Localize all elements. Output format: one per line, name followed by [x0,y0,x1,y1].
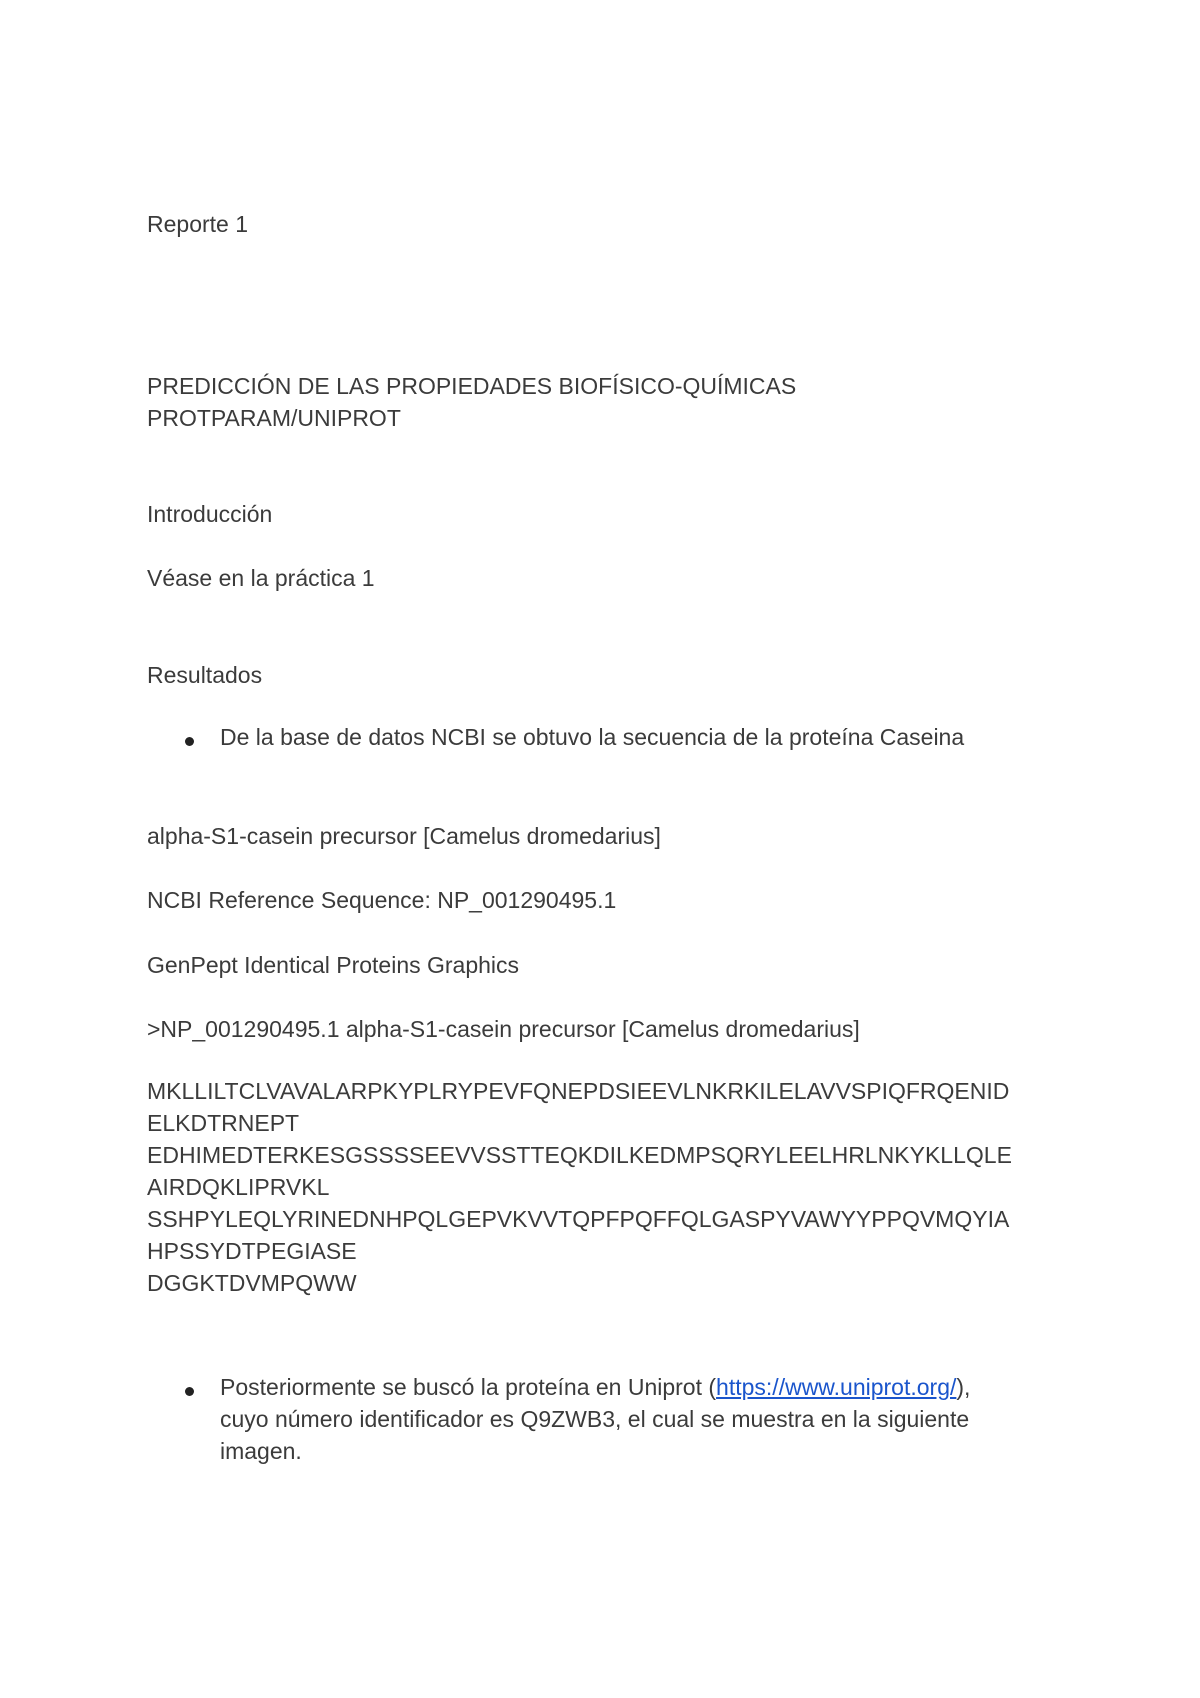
uniprot-text-suffix: ), [956,1374,971,1400]
bullet-icon [185,1387,194,1396]
sequence-line: AIRDQKLIPRVKL [147,1174,330,1200]
fasta-header: >NP_001290495.1 alpha-S1-casein precursor [Camelus dromedarius] [147,1016,860,1042]
protein-name: alpha-S1-casein precursor [Camelus dromedarius] [147,823,661,849]
sequence-line: EDHIMEDTERKESGSSSSEEVVSSTTEQKDILKEDMPSQRYLEELHRLNKYKLLQLE [147,1142,1012,1168]
uniprot-text-prefix: Posteriormente se buscó la proteína en Uniprot ( [220,1374,717,1400]
uniprot-link[interactable]: https://www.uniprot.org/ [716,1374,957,1400]
introduction-heading: Introducción [147,501,273,527]
sequence-line: SSHPYLEQLYRINEDNHPQLGEPVKVVTQPFPQFFQLGASPYVAWYYPPQVMQYIA [147,1206,1010,1232]
bullet-icon [185,737,194,746]
results-heading: Resultados [147,662,263,688]
uniprot-text-line-2: cuyo número identificador es Q9ZWB3, el cual se muestra en la siguiente [220,1406,970,1432]
reference-sequence: NCBI Reference Sequence: NP_001290495.1 [147,887,617,913]
introduction-text: Véase en la práctica 1 [147,565,375,591]
list-item-text: De la base de datos NCBI se obtuvo la secuencia de la proteína Caseina [220,724,965,750]
sequence-line: DGGKTDVMPQWW [147,1270,357,1296]
list-item-text [220,1371,1065,1467]
sequence-line: HPSSYDTPEGIASE [147,1238,357,1264]
amino-acid-sequence [147,1075,1067,1299]
genpept-links: GenPept Identical Proteins Graphics [147,952,520,978]
sequence-line: MKLLILTCLVAVALARPKYPLRYPEVFQNEPDSIEEVLNKRKILELAVVSPIQFRQENID [147,1078,1010,1104]
document-title-line-2: PROTPARAM/UNIPROT [147,405,401,431]
document-title-line-1: PREDICCIÓN DE LAS PROPIEDADES BIOFÍSICO-QUÍMICAS [147,373,797,399]
uniprot-text-line-3: imagen. [220,1438,302,1464]
report-title: Reporte 1 [147,211,249,237]
sequence-line: ELKDTRNEPT [147,1110,300,1136]
